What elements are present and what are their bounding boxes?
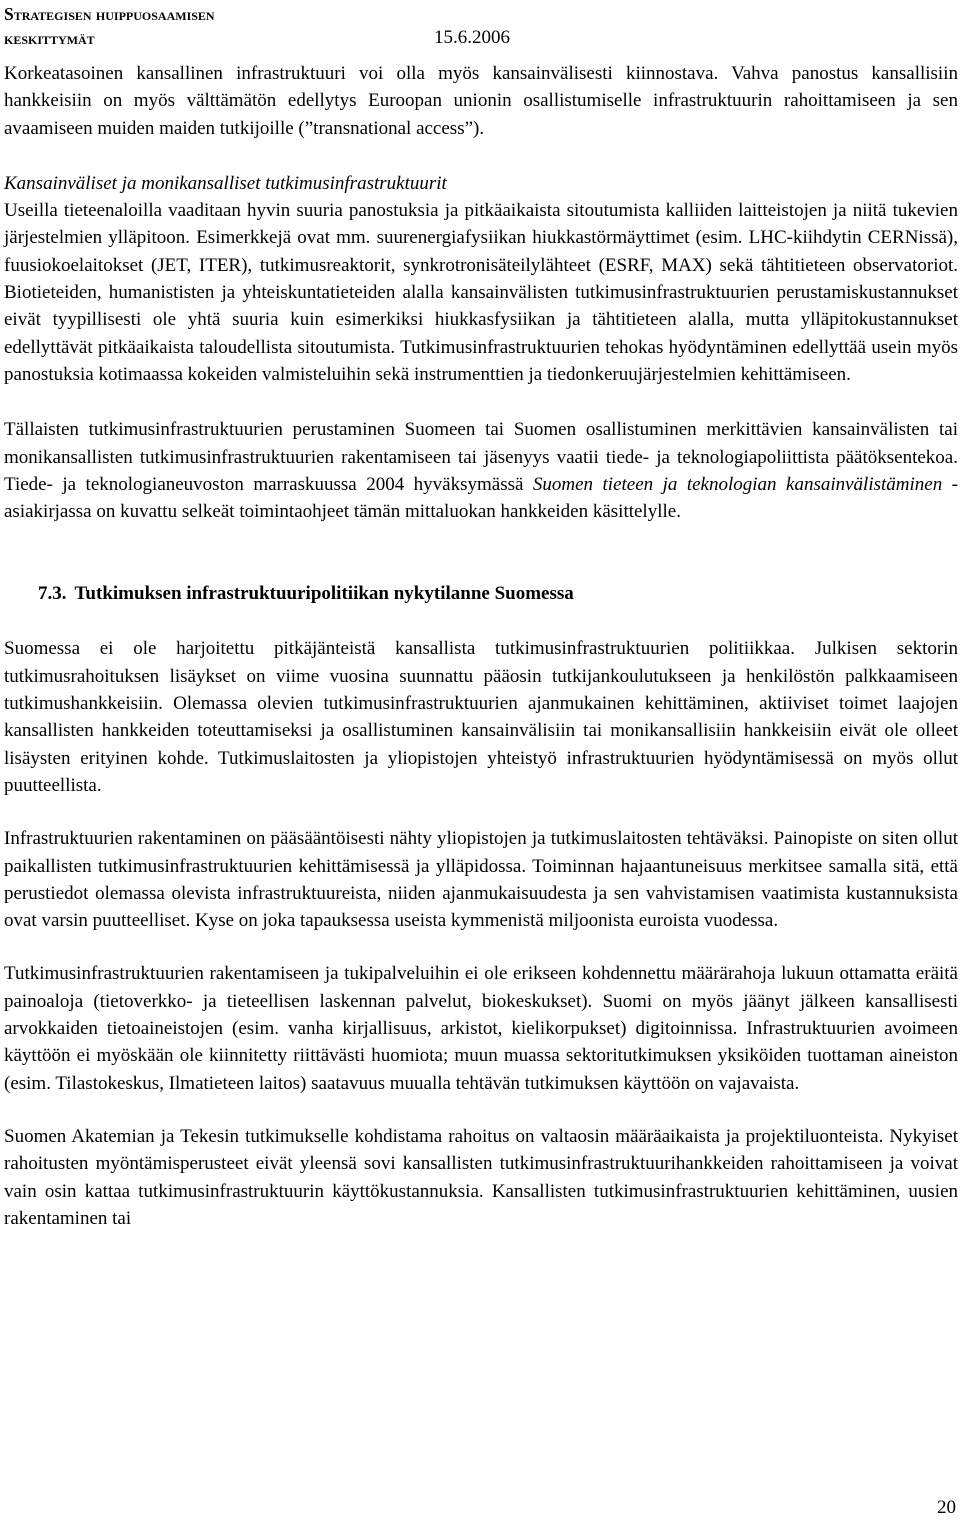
paragraph-3 xyxy=(4,416,958,525)
paragraph-2-subheading: Kansainväliset ja monikansalliset tutkimusinfrastruktuurit xyxy=(4,172,447,194)
paragraph-3-document-title: Suomen tieteen ja teknologian kansainvälistäminen xyxy=(532,473,943,495)
section-title: Tutkimuksen infrastruktuuripolitiikan nykytilanne Suomessa xyxy=(74,583,574,605)
document-page xyxy=(4,0,958,1520)
header-title-line2: keskittymät xyxy=(4,28,95,48)
paragraph-7: Suomen Akatemian ja Tekesin tutkimukselle kohdistama rahoitus on valtaosin määräaikaista ja projektiluonteista. Nykyiset rahoitusten myöntämisperusteet eivät yleensä sovi kansallisten tutkimusinfrastruktuurihankkeiden rahoittamiseen ja voivat vain osin kattaa tutkimusinfrastruktuurin käyttökustannuksia. Kansallisten tutkimusinfrastruktuurien kehittäminen, uusien rakentaminen tai xyxy=(4,1125,958,1229)
section-heading xyxy=(38,580,958,607)
header-title-line1: Strategisen huippuosaamisen xyxy=(4,4,215,24)
paragraph-4: Suomessa ei ole harjoitettu pitkäjänteistä kansallista tutkimusinfrastruktuurien politiikkaa. Julkisen sektorin tutkimusrahoituksen lisäykset on viime vuosina suunnattu pääosin tutkijankoulutukseen ja henkilöstön palkkaamiseen tutkimushankkeisiin. Olemassa olevien tutkimusinfrastruktuurien ajanmukainen kehittäminen, aktiiviset toimet laajojen kansallisten hankkeiden toteuttamiseksi ja osallistuminen kansainvälisiin tai monikansallisiin hankkeisiin eivät ole olleet lisäysten erityinen kohde. Tutkimuslaitosten ja yliopistojen yhteistyö infrastruktuurien hyödyntämisessä on myös ollut puutteellista. xyxy=(4,638,958,796)
paragraph-2-text: Useilla tieteenaloilla vaaditaan hyvin suuria panostuksia ja pitkäaikaista sitoutumista kalliiden laitteistojen ja niitä tukevien järjestelmien ylläpitoon. Esimerkkejä ovat mm. suurenergiafysiikan hiukkastörmäyttimet (esim. LHC-kiihdytin CERNissä), fuusiokoelaitokset (JET, ITER), tutkimusreaktorit, synkrotronisäteilylähteet (ESRF, MAX) sekä tähtitieteen observatoriot. Biotieteiden, humanististen ja yhteiskuntatieteiden alalla kansainvälisten tutkimusinfrastruktuurien perustamiskustannukset eivät tyypillisesti ole yhtä suuria kuin esimerkiksi hiukkasfysiikan ja tähtitieteen alalla, mutta ylläpitokustannukset edellyttävät pitkäaikaista taloudellista sitoutumista. Tutkimusinfrastruktuurien tehokas hyödyntäminen edellyttää usein myös panostuksia kotimaassa kokeiden valmisteluihin sekä instrumenttien ja tiedonkeruujärjestelmien kehittämiseen. xyxy=(4,200,958,385)
page-header xyxy=(4,2,604,50)
section-number: 7.3. xyxy=(38,583,67,605)
paragraph-3-text-after: -asiakirjassa on kuvattu selkeät toimintaohjeet tämän mittaluokan hankkeiden käsittelylle. xyxy=(4,473,959,523)
paragraph-5: Infrastruktuurien rakentaminen on pääsääntöisesti nähty yliopistojen ja tutkimuslaitosten tehtäväksi. Painopiste on siten ollut paikallisten tutkimusinfrastruktuurien kehittämisessä ja ylläpidossa. Toiminnan hajaantuneisuus merkitsee samalla sitä, että perustiedot olemassa olevista infrastruktuureista, niiden ajanmukaisuudesta ja sen vahvistamisen vaatimista kustannuksista ovat varsin puutteelliset. Kyse on joka tapauksessa useista kymmenistä miljoonista euroista vuodessa. xyxy=(4,828,958,932)
paragraph-1: Korkeatasoinen kansallinen infrastruktuuri voi olla myös kansainvälisesti kiinnostava. Vahva panostus kansallisiin hankkeisiin on myös välttämätön edellytys Euroopan unionin osallistumiselle infrastruktuurin rahoittamiseen ja sen avaamiseen muiden maiden tutkijoille (”transnational access”). xyxy=(4,63,958,139)
page-number: 20 xyxy=(937,1497,956,1518)
paragraph-6: Tutkimusinfrastruktuurien rakentamiseen ja tukipalveluihin ei ole erikseen kohdennettu määrärahoja lukuun ottamatta eräitä painoaloja (tietoverkko- ja tieteellisen laskennan palvelut, biokeskukset). Suomi on myös jäänyt jälkeen kansallisesti arvokkaiden tietoaineistojen (esim. vanha kirjallisuus, arkistot, kielikorpukset) digitoinnissa. Infrastruktuurien avoimeen käyttöön ei myöskään ole kiinnitetty riittävästi huomiota; muun muassa sektoritutkimuksen yksiköiden tuottaman aineiston (esim. Tilastokeskus, Ilmatieteen laitos) saatavuus muualla tehtävän tutkimuksen käyttöön on vajavaista. xyxy=(4,963,958,1094)
paragraph-3-text-before: Tällaisten tutkimusinfrastruktuurien perustaminen Suomeen tai Suomen osallistuminen merkittävien kansainvälisten tai monikansallisten tutkimusinfrastruktuurien rakentamiseen tai jäsenyys vaatii tiede- ja teknologiapoliittista päätöksentekoa. Tiede- ja teknologianeuvoston marraskuussa 2004 hyväksymässä xyxy=(4,419,958,495)
document-body xyxy=(4,60,958,1232)
paragraph-2 xyxy=(4,170,958,388)
header-date: 15.6.2006 xyxy=(434,27,510,48)
